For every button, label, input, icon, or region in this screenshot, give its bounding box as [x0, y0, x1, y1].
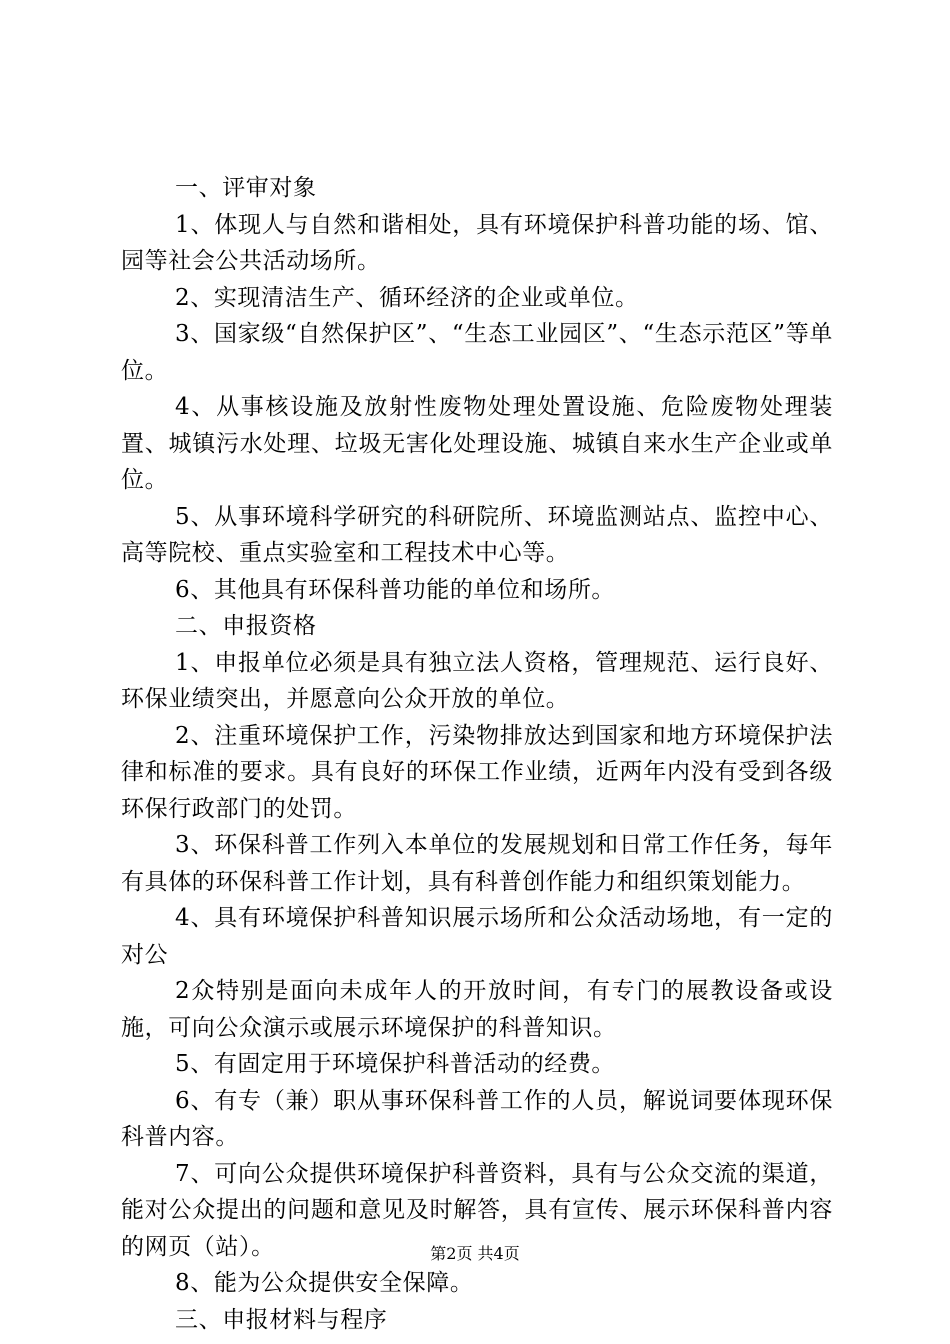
paragraph-review-item-2: 2、实现清洁生产、循环经济的企业或单位。	[175, 284, 639, 311]
page-number-footer: 第2页 共4页	[430, 1244, 520, 1263]
paragraph-qualification-2: 2、注重环境保护工作，污染物排放达到国家和地方环境保护法律和标准的要求。具有良好的环保工作业绩，近两年内没有受到各级环保行政部门的处罚。	[121, 722, 833, 822]
paragraph-qualification-3: 3、环保科普工作列入本单位的发展规划和日常工作任务，每年有具体的环保科普工作计划，具有科普创作能力和组织策划能力。	[121, 832, 833, 895]
paragraph-qualification-6: 6、有专（兼）职从事环保科普工作的人员，解说词要体现环保科普内容。	[121, 1087, 833, 1150]
section-heading-materials-procedure: 三、申报材料与程序	[175, 1306, 388, 1333]
paragraph-review-item-4: 4、从事核设施及放射性废物处理处置设施、危险废物处理装置、城镇污水处理、垃圾无害化处理设施、城镇自来水生产企业或单位。	[121, 394, 833, 493]
paragraph-qualification-5: 5、有固定用于环境保护科普活动的经费。	[175, 1051, 616, 1077]
paragraph-qualification-4-continued: 2众特别是面向未成年人的开放时间，有专门的展教设备或设施，可向公众演示或展示环境保护的科普知识。	[121, 978, 833, 1041]
paragraph-review-item-3: 3、国家级“自然保护区”、“生态工业园区”、“生态示范区”等单位。	[121, 321, 833, 384]
paragraph-qualification-8: 8、能为公众提供安全保障。	[175, 1270, 474, 1296]
document-body	[121, 170, 833, 1338]
section-heading-review-objects: 一、评审对象	[175, 175, 317, 201]
paragraph-review-item-1: 1、体现人与自然和谐相处，具有环境保护科普功能的场、馆、园等社会公共活动场所。	[121, 211, 833, 274]
paragraph-qualification-1: 1、申报单位必须是具有独立法人资格，管理规范、运行良好、环保业绩突出，并愿意向公众开放的单位。	[121, 649, 833, 712]
paragraph-qualification-7: 7、可向公众提供环境保护科普资料，具有与公众交流的渠道，能对公众提出的问题和意见及时解答，具有宣传、展示环保科普内容的网页（站）。	[121, 1160, 833, 1260]
paragraph-review-item-6: 6、其他具有环保科普功能的单位和场所。	[175, 576, 616, 603]
paragraph-qualification-4: 4、具有环境保护科普知识展示场所和公众活动场地，有一定的对公	[121, 905, 833, 968]
paragraph-review-item-5: 5、从事环境科学研究的科研院所、环境监测站点、监控中心、高等院校、重点实验室和工程技术中心等。	[121, 503, 833, 566]
section-heading-qualifications: 二、申报资格	[175, 613, 317, 639]
